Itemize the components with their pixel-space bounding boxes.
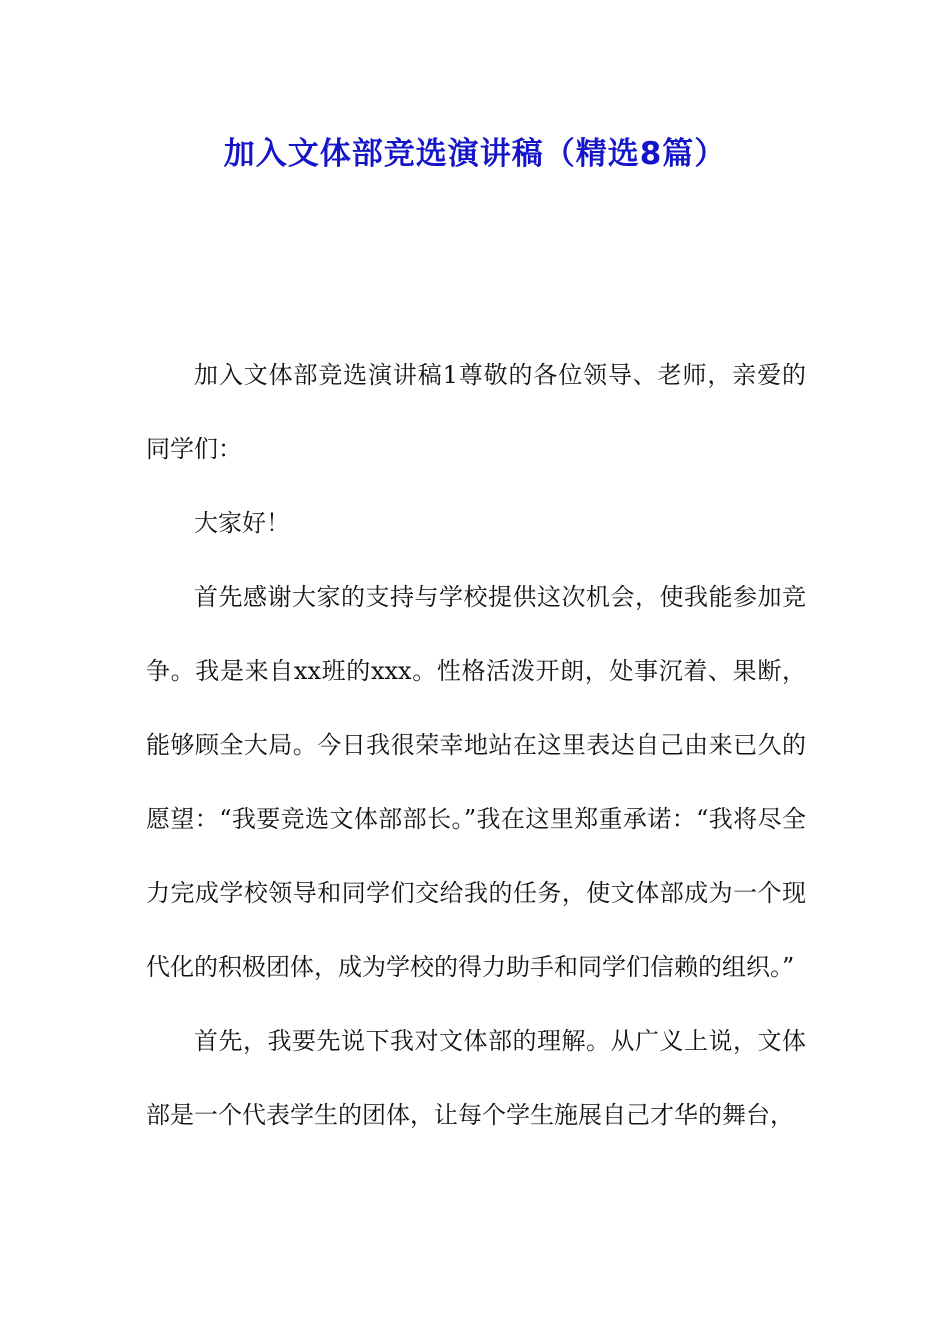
paragraph: 首先感谢大家的支持与学校提供这次机会，使我能参加竞争。我是来自xx班的xxx。性格活泼开朗，处事沉着、果断，能够顾全大局。今日我很荣幸地站在这里表达自己由来已久的愿望：“我要竞选文体部部长。”我在这里郑重承诺：“我将尽全力完成学校领导和同学们交给我的任务，使文体部成为一个现代化的积极团体，成为学校的得力助手和同学们信赖的组织。”	[146, 583, 806, 981]
paragraph: 加入文体部竞选演讲稿1尊敬的各位领导、老师，亲爱的同学们：	[146, 361, 806, 463]
document-body	[146, 338, 806, 1152]
document-title: 加入文体部竞选演讲稿（精选8篇）	[223, 136, 727, 172]
paragraph: 大家好！	[194, 509, 290, 537]
paragraph: 首先，我要先说下我对文体部的理解。从广义上说，文体部是一个代表学生的团体，让每个学生施展自己才华的舞台，	[146, 1027, 806, 1129]
